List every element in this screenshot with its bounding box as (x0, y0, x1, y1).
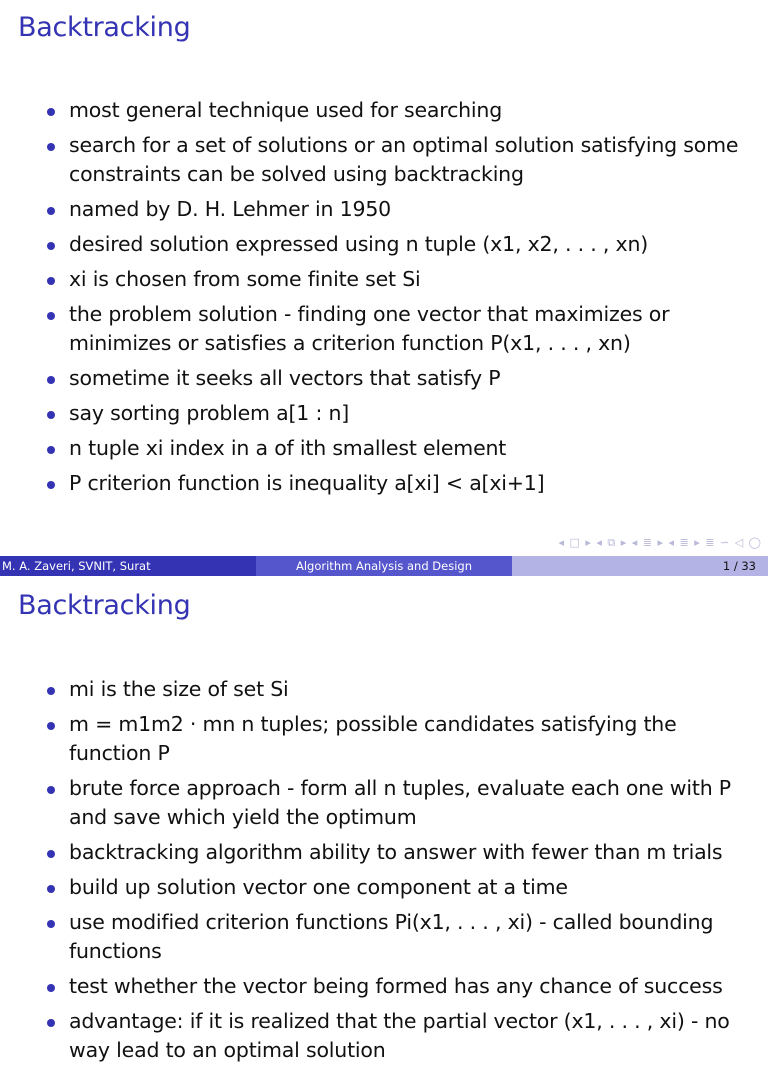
bullet-dot-icon (47, 920, 55, 928)
bullet-dot-icon (47, 143, 55, 151)
bullet-text: brute force approach - form all n tuples, evaluate each one with P and save which yield the optimum (69, 776, 731, 829)
bullet-item (0, 230, 768, 259)
bullet-dot-icon (47, 984, 55, 992)
bullet-text: backtracking algorithm ability to answer with fewer than m trials (69, 840, 723, 864)
bullet-dot-icon (47, 687, 55, 695)
bullet-item (0, 469, 768, 498)
bullet-dot-icon (47, 242, 55, 250)
bullet-text: use modified criterion functions Pi(x1, . . . , xi) - called bounding functions (69, 910, 714, 963)
bullet-text: say sorting problem a[1 : n] (69, 401, 350, 425)
footer-page-number: 1 / 33 (512, 556, 768, 576)
bullet-dot-icon (47, 850, 55, 858)
bullet-text: mi is the size of set Si (69, 677, 289, 701)
bullet-text: sometime it seeks all vectors that satisfy P (69, 366, 501, 390)
bullet-list (0, 675, 768, 1071)
bullet-item (0, 195, 768, 224)
slide-title: Backtracking (18, 12, 191, 43)
bullet-item (0, 873, 768, 902)
bullet-dot-icon (47, 277, 55, 285)
bullet-text: n tuple xi index in a of ith smallest element (69, 436, 507, 460)
bullet-text: named by D. H. Lehmer in 1950 (69, 197, 391, 221)
bullet-dot-icon (47, 1019, 55, 1027)
bullet-item (0, 300, 768, 358)
bullet-dot-icon (47, 411, 55, 419)
bullet-text: m = m1m2 · mn n tuples; possible candidates satisfying the function P (69, 712, 677, 765)
bullet-dot-icon (47, 446, 55, 454)
bullet-item (0, 675, 768, 704)
bullet-item (0, 96, 768, 125)
bullet-item (0, 131, 768, 189)
bullet-text: the problem solution - finding one vector that maximizes or minimizes or satisfies a criterion function P(x1, . . . , xn) (69, 302, 670, 355)
bullet-item (0, 399, 768, 428)
bullet-dot-icon (47, 108, 55, 116)
bullet-item (0, 838, 768, 867)
beamer-navigation-bar[interactable]: ◂ □ ▸ ◂ ⧉ ▸ ◂ ≣ ▸ ◂ ≣ ▸ ≣ ∽ ◁ ◯ (558, 536, 762, 549)
bullet-text: desired solution expressed using n tuple (x1, x2, . . . , xn) (69, 232, 649, 256)
footer-author: M. A. Zaveri, SVNIT, Surat (0, 556, 256, 576)
bullet-item (0, 908, 768, 966)
bullet-text: build up solution vector one component at a time (69, 875, 568, 899)
bullet-dot-icon (47, 722, 55, 730)
bullet-item (0, 774, 768, 832)
bullet-text: xi is chosen from some finite set Si (69, 267, 421, 291)
bullet-text: most general technique used for searching (69, 98, 503, 122)
bullet-dot-icon (47, 207, 55, 215)
bullet-item (0, 710, 768, 768)
slide-2 (0, 576, 768, 1062)
bullet-text: search for a set of solutions or an optimal solution satisfying some constraints can be solved using backtracking (69, 133, 739, 186)
bullet-dot-icon (47, 312, 55, 320)
bullet-text: test whether the vector being formed has any chance of success (69, 974, 723, 998)
bullet-item (0, 265, 768, 294)
bullet-dot-icon (47, 481, 55, 489)
slide-title: Backtracking (18, 590, 191, 621)
slide-footer (0, 556, 768, 576)
bullet-dot-icon (47, 786, 55, 794)
bullet-list (0, 96, 768, 504)
footer-course: Algorithm Analysis and Design (256, 556, 512, 576)
bullet-item (0, 1007, 768, 1065)
bullet-item (0, 434, 768, 463)
bullet-text: P criterion function is inequality a[xi] < a[xi+1] (69, 471, 545, 495)
bullet-item (0, 972, 768, 1001)
bullet-dot-icon (47, 376, 55, 384)
bullet-text: advantage: if it is realized that the partial vector (x1, . . . , xi) - no way lead to an optimal solution (69, 1009, 730, 1062)
bullet-dot-icon (47, 885, 55, 893)
bullet-item (0, 364, 768, 393)
